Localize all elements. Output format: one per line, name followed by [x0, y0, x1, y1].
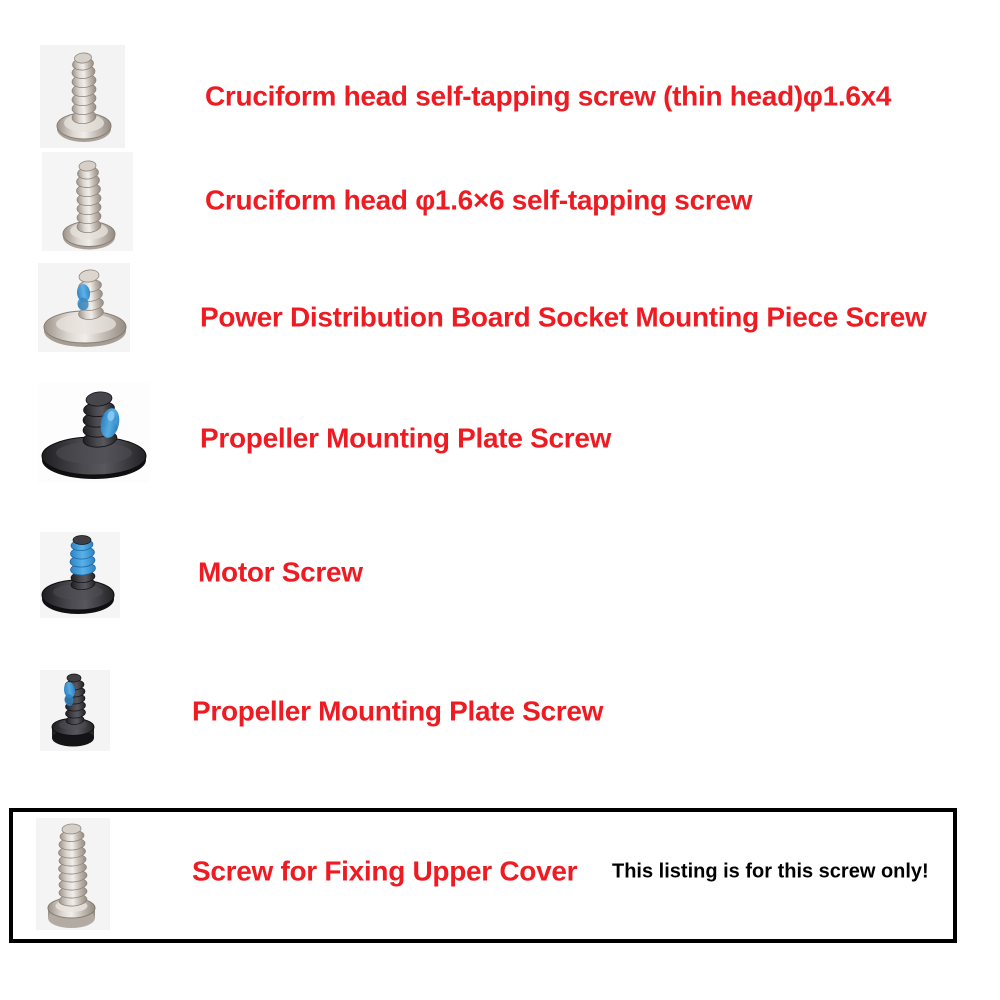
- label-power-distribution-board-screw: Power Distribution Board Socket Mounting Piece Screw: [200, 301, 927, 333]
- label-cruciform-thin-head-screw: Cruciform head self-tapping screw (thin head)φ1.6x4: [205, 80, 892, 112]
- label-upper-cover-screw: Screw for Fixing Upper Cover: [192, 855, 578, 887]
- black-flat-head-screw-blue-threadlock-icon: [40, 532, 120, 618]
- silver-pan-head-long-screw-icon: [36, 818, 110, 930]
- silver-truss-head-screw-blue-threadlock-icon: [38, 263, 130, 352]
- label-cruciform-1-6x6-screw: Cruciform head φ1.6×6 self-tapping screw: [205, 184, 753, 216]
- black-flat-head-screw-blue-threadlock-icon: [38, 383, 150, 483]
- screw-photo-cruciform-1-6x6: [42, 152, 133, 251]
- screw-photo-motor: [40, 532, 120, 618]
- screw-photo-propeller-mounting-plate-small: [40, 670, 110, 751]
- screw-photo-power-distribution-board: [38, 263, 130, 352]
- label-motor-screw: Motor Screw: [198, 556, 363, 588]
- listing-highlight-box: [9, 808, 957, 943]
- label-propeller-mounting-plate-screw: Propeller Mounting Plate Screw: [200, 422, 612, 454]
- silver-self-tapping-screw-icon: [42, 152, 133, 251]
- black-pan-head-screw-blue-threadlock-icon: [40, 670, 110, 751]
- screw-photo-upper-cover: [36, 818, 110, 930]
- listing-only-note: This listing is for this screw only!: [612, 860, 929, 883]
- label-propeller-mounting-plate-screw-2: Propeller Mounting Plate Screw: [192, 695, 604, 727]
- silver-self-tapping-screw-icon: [40, 45, 125, 148]
- screw-photo-cruciform-thin-head: [40, 45, 125, 148]
- screw-photo-propeller-mounting-plate: [38, 383, 150, 483]
